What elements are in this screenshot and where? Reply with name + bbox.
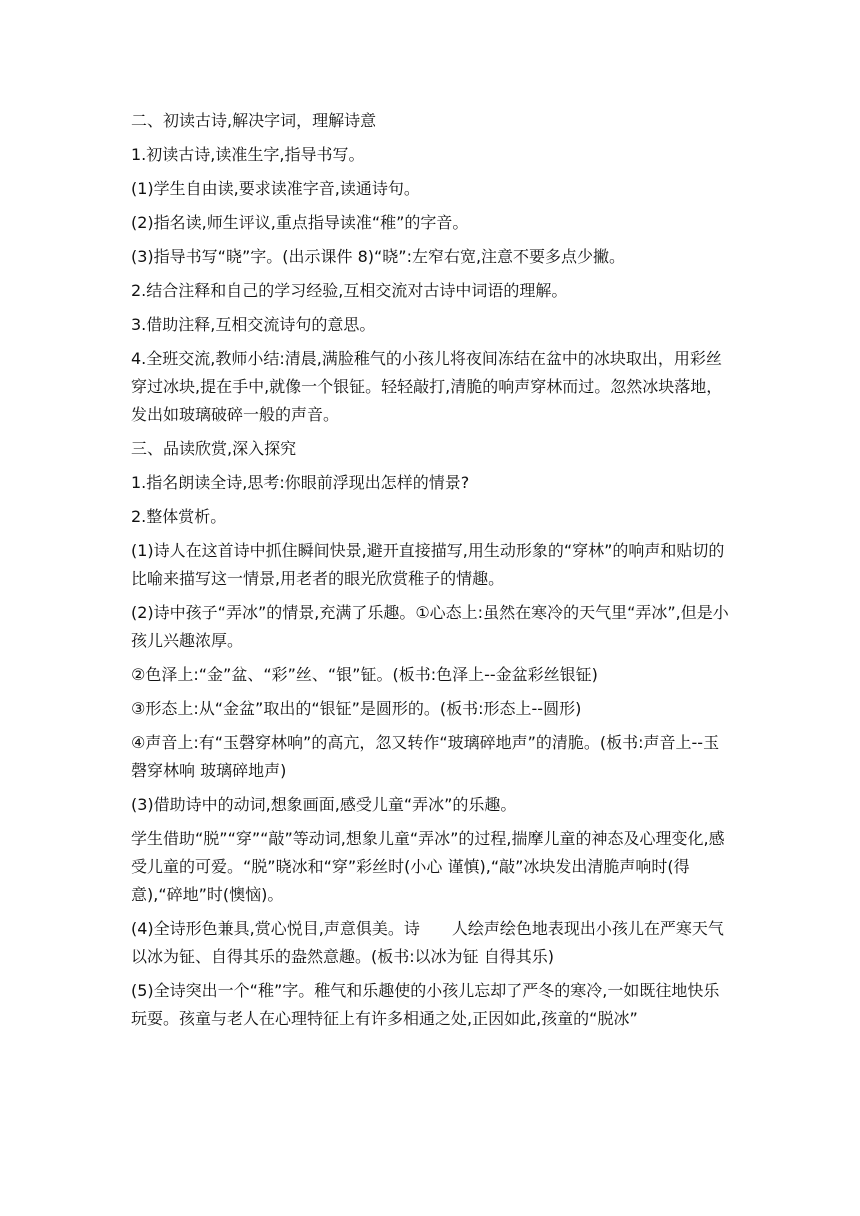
- paragraph: ④声音上:有“玉磬穿林响”的高亢，忽又转作“玻璃碎地声”的清脆。(板书:声音上--玉磬穿林响 玻璃碎地声): [131, 733, 720, 780]
- paragraph: 3.借助注释,互相交流诗句的意思。: [131, 315, 376, 334]
- paragraph: (1)诗人在这首诗中抓住瞬间快景,避开直接描写,用生动形象的“穿林”的响声和贴切的比喻来描写这一情景,用老者的眼光欣赏稚子的情趣。: [131, 541, 725, 588]
- section-heading: 二、初读古诗,解决字词，理解诗意: [131, 111, 377, 130]
- paragraph: ③形态上:从“金盆”取出的“银钲”是圆形的。(板书:形态上--圆形): [131, 699, 582, 718]
- paragraph: 2.结合注释和自己的学习经验,互相交流对古诗中词语的理解。: [131, 281, 568, 300]
- paragraph: (4)全诗形色兼具,赏心悦目,声意俱美。诗 人绘声绘色地表现出小孩儿在严寒天气以冰为钲、自得其乐的盎然意趣。(板书:以冰为钲 自得其乐): [131, 919, 724, 966]
- document-body: [131, 107, 731, 1039]
- paragraph: 2.整体赏析。: [131, 507, 227, 526]
- paragraph: (3)指导书写“晓”字。(出示课件 8)“晓”:左窄右宽,注意不要多点少撇。: [131, 247, 626, 266]
- paragraph: (1)学生自由读,要求读准字音,读通诗句。: [131, 179, 420, 198]
- paragraph: (2)诗中孩子“弄冰”的情景,充满了乐趣。①心态上:虽然在寒冷的天气里“弄冰”,但是小孩儿兴趣浓厚。: [131, 603, 729, 650]
- section-heading: 三、品读欣赏,深入探究: [131, 439, 297, 458]
- paragraph: ②色泽上:“金”盆、“彩”丝、“银”钲。(板书:色泽上--金盆彩丝银钲): [131, 665, 598, 684]
- paragraph: (3)借助诗中的动词,想象画面,感受儿童“弄冰”的乐趣。: [131, 795, 517, 814]
- paragraph: 1.指名朗读全诗,思考:你眼前浮现出怎样的情景?: [131, 473, 470, 492]
- paragraph: 学生借助“脱”“穿”“敲”等动词,想象儿童“弄冰”的过程,揣摩儿童的神态及心理变化,感受儿童的可爱。“脱”晓冰和“穿”彩丝时(小心 谨慎),“敲”冰块发出清脆声响时(得意),“碎地”时(懊恼)。: [131, 829, 725, 904]
- paragraph: (2)指名读,师生评议,重点指导读准“稚”的字音。: [131, 213, 469, 232]
- paragraph: (5)全诗突出一个“稚”字。稚气和乐趣使的小孩儿忘却了严冬的寒冷,一如既往地快乐玩耍。孩童与老人在心理特征上有许多相通之处,正因如此,孩童的“脱冰”: [131, 981, 720, 1028]
- paragraph: 1.初读古诗,读准生字,指导书写。: [131, 145, 365, 164]
- paragraph: 4.全班交流,教师小结:清晨,满脸稚气的小孩儿将夜间冻结在盆中的冰块取出，用彩丝穿过冰块,提在手中,就像一个银钲。轻轻敲打,清脆的响声穿林而过。忽然冰块落地，发出如玻璃破碎一般的声音。: [131, 349, 723, 424]
